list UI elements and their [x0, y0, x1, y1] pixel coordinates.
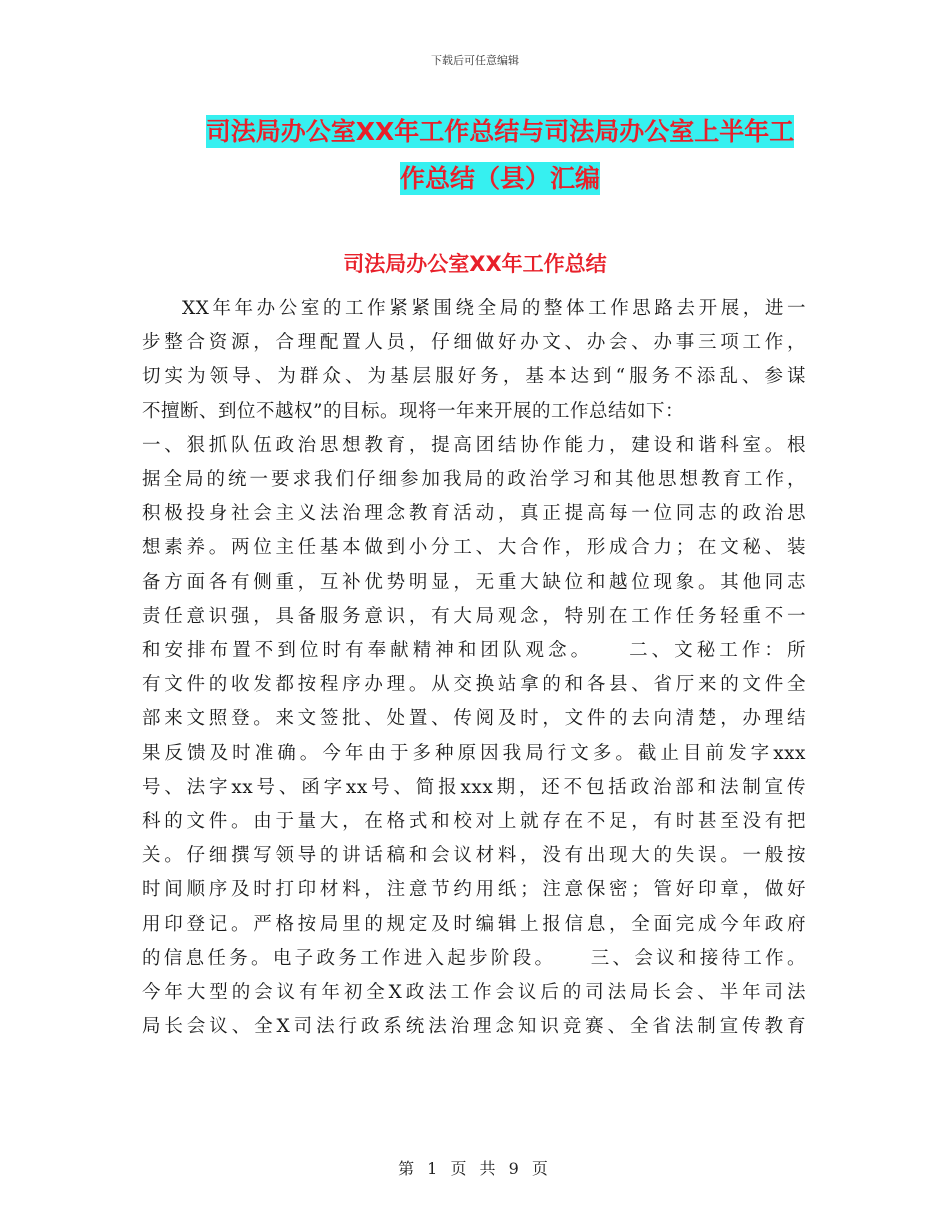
body-line: 时间顺序及时打印材料，注意节约用纸；注意保密；管好印章，做好 — [142, 879, 806, 901]
body-text — [142, 292, 806, 1044]
section-title: 司法局办公室XX年工作总结 — [343, 252, 607, 276]
body-line: 备方面各有侧重，互补优势明显，无重大缺位和越位现象。其他同志 — [142, 571, 806, 593]
body-line: 有文件的收发都按程序办理。从交换站拿的和各县、省厅来的文件全 — [142, 674, 806, 696]
page-header-note: 下载后可任意编辑 — [431, 54, 519, 67]
body-line: 积极投身社会主义法治理念教育活动，真正提高每一位同志的政治思 — [142, 503, 806, 525]
document-title — [190, 108, 810, 202]
body-line: 果反馈及时准确。今年由于多种原因我局行文多。截止目前发字xxx — [142, 742, 806, 764]
document-title-line-2: 作总结（县）汇编 — [399, 164, 600, 193]
body-line: 今年大型的会议有年初全X政法工作会议后的司法局长会、半年司法 — [142, 982, 806, 1004]
document-title-line-1: 司法局办公室XX年工作总结与司法局办公室上半年工 — [205, 117, 795, 146]
body-line: 科的文件。由于量大，在格式和校对上就存在不足，有时甚至没有把 — [142, 811, 806, 833]
body-line: 关。仔细撰写领导的讲话稿和会议材料，没有出现大的失误。一般按 — [142, 845, 806, 867]
body-line: 据全局的统一要求我们仔细参加我局的政治学习和其他思想教育工作， — [142, 469, 806, 491]
body-line: 切实为领导、为群众、为基层服好务，基本达到“服务不添乱、参谋 — [142, 366, 806, 388]
body-line: XX年年办公室的工作紧紧围绕全局的整体工作思路去开展，进一 — [182, 298, 806, 319]
page-footer: 第 1 页 共 9 页 — [398, 1159, 552, 1178]
body-line: 部来文照登。来文签批、处置、传阅及时，文件的去向清楚，办理结 — [142, 708, 806, 730]
body-line: 用印登记。严格按局里的规定及时编辑上报信息，全面完成今年政府 — [142, 913, 806, 935]
body-line: 不擅断、到位不越权”的目标。现将一年来开展的工作总结如下： — [142, 400, 684, 422]
body-line: 和安排布置不到位时有奉献精神和团队观念。 二、文秘工作：所 — [142, 640, 806, 662]
body-line: 一、狠抓队伍政治思想教育，提高团结协作能力，建设和谐科室。根 — [142, 434, 806, 456]
body-line: 步整合资源，合理配置人员，仔细做好办文、办会、办事三项工作， — [142, 332, 806, 354]
body-line: 责任意识强，具备服务意识，有大局观念，特别在工作任务轻重不一 — [142, 605, 806, 627]
body-line: 号、法字xx号、函字xx号、简报xxx期，还不包括政治部和法制宣传 — [142, 776, 806, 798]
body-line: 想素养。两位主任基本做到小分工、大合作，形成合力；在文秘、装 — [142, 537, 806, 559]
body-line: 的信息任务。电子政务工作进入起步阶段。 三、会议和接待工作。 — [142, 947, 806, 969]
body-line: 局长会议、全X司法行政系统法治理念知识竞赛、全省法制宣传教育 — [142, 1016, 806, 1038]
